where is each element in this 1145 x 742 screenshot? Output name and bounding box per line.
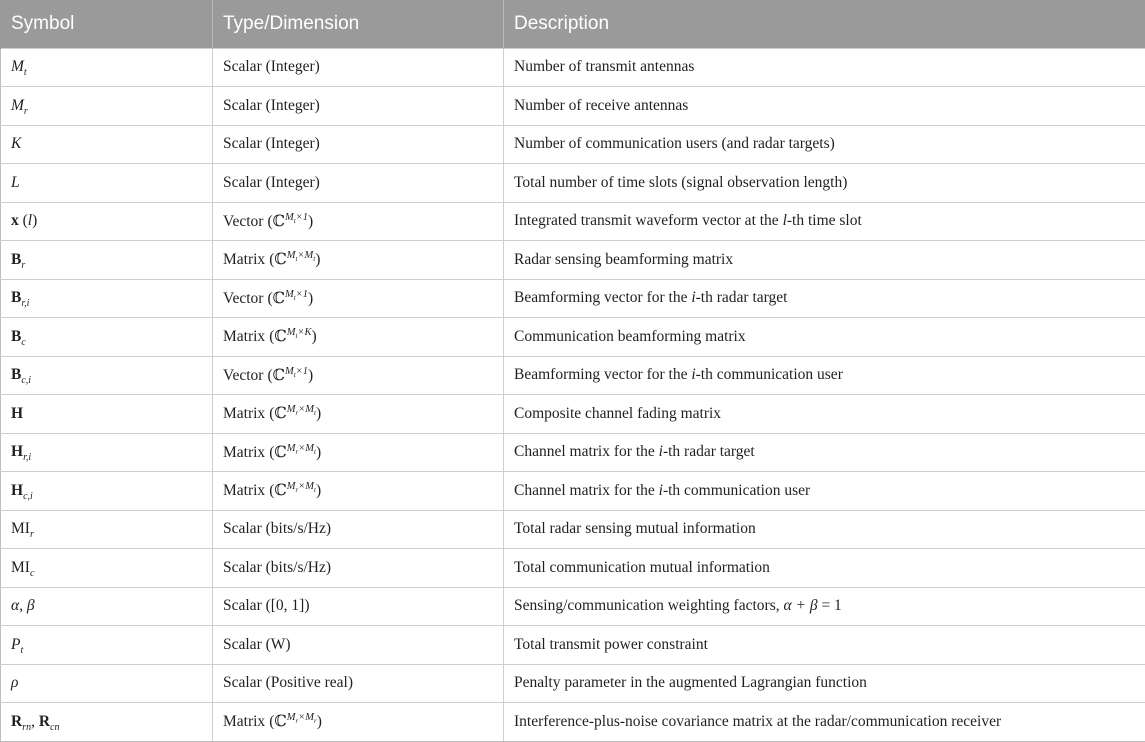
description-cell: Number of receive antennas — [504, 87, 1145, 126]
symbol-base: B — [11, 328, 21, 345]
type-label: Scalar — [223, 559, 262, 576]
type-cell — [213, 87, 504, 126]
table-row — [1, 395, 1145, 434]
symbol-base: x — [11, 212, 19, 229]
symbol-cell — [1, 279, 213, 318]
type-label: Scalar — [223, 135, 262, 152]
type-label: Scalar — [223, 174, 262, 191]
symbol-cell — [1, 664, 213, 703]
symbol-base: H — [11, 443, 23, 460]
type-cell — [213, 395, 504, 434]
symbol-cell — [1, 510, 213, 549]
type-label: Scalar — [223, 97, 262, 114]
symbol-cell — [1, 549, 213, 588]
type-cell — [213, 318, 504, 357]
symbol-base: M — [11, 97, 24, 114]
type-cell — [213, 241, 504, 280]
description-cell: Number of transmit antennas — [504, 48, 1145, 87]
symbol-cell — [1, 125, 213, 164]
math-inline: i — [691, 289, 695, 306]
description-cell: Total number of time slots (signal observation length) — [504, 164, 1145, 203]
type-detail: (W) — [262, 636, 291, 653]
type-detail: (Integer) — [262, 97, 320, 114]
type-cell — [213, 472, 504, 511]
type-detail: (Integer) — [262, 135, 320, 152]
table-header — [1, 0, 1145, 48]
type-label: Matrix — [223, 405, 265, 422]
symbol-cell — [1, 87, 213, 126]
symbol-cell — [1, 164, 213, 203]
type-detail: (Integer) — [262, 174, 320, 191]
symbol-subscript: t — [20, 645, 23, 656]
table-row — [1, 549, 1145, 588]
type-dimension: (ℂ$^{M_t\times 1}$) — [267, 367, 313, 384]
math-inline: i — [691, 366, 695, 383]
symbol-cell: x (l) — [1, 202, 213, 241]
type-dimension: (ℂ$^{M_t\times M_t}$) — [269, 251, 320, 268]
math-inline: α + β — [783, 597, 817, 614]
table-row — [1, 318, 1145, 357]
type-label: Matrix — [223, 328, 265, 345]
header-symbol: Symbol — [1, 0, 213, 48]
description-cell: Channel matrix for the i-th radar target — [504, 433, 1145, 472]
description-cell: Radar sensing beamforming matrix — [504, 241, 1145, 280]
symbol-subscript: c,i — [21, 375, 31, 386]
symbol-subscript: c — [21, 337, 25, 348]
type-cell — [213, 164, 504, 203]
type-detail: (bits/s/Hz) — [262, 520, 331, 537]
math-inline: i — [659, 482, 663, 499]
table-row — [1, 356, 1145, 395]
type-cell — [213, 48, 504, 87]
description-cell: Communication beamforming matrix — [504, 318, 1145, 357]
table-row — [1, 125, 1145, 164]
symbol-base: R — [39, 713, 50, 730]
type-dimension: (ℂ$^{M_r\times M_t}$) — [269, 482, 321, 499]
table-row — [1, 703, 1145, 742]
dimension-superscript: Mr×Mr — [287, 712, 317, 723]
type-cell — [213, 549, 504, 588]
header-type-dimension: Type/Dimension — [213, 0, 504, 48]
dimension-superscript: Mt×1 — [285, 289, 308, 300]
symbol-subscript: r,i — [21, 298, 29, 309]
type-cell — [213, 356, 504, 395]
description-cell: Number of communication users (and radar targets) — [504, 125, 1145, 164]
symbol-base: P — [11, 636, 20, 653]
description-cell: Beamforming vector for the i-th radar target — [504, 279, 1145, 318]
symbol-cell — [1, 395, 213, 434]
symbol-subscript: r — [24, 106, 28, 117]
type-label: Scalar — [223, 674, 262, 691]
description-cell: Channel matrix for the i-th communication user — [504, 472, 1145, 511]
type-cell — [213, 664, 504, 703]
type-dimension: (ℂ$^{M_t\times 1}$) — [267, 213, 313, 230]
symbol-base: α, β — [11, 597, 35, 614]
type-detail: (Integer) — [262, 58, 320, 75]
symbol-cell — [1, 356, 213, 395]
type-label: Scalar — [223, 520, 262, 537]
table-row — [1, 164, 1145, 203]
type-cell — [213, 626, 504, 665]
dimension-superscript: Mr×Mt — [287, 481, 316, 492]
table-row — [1, 87, 1145, 126]
symbol-subscript: c — [30, 568, 34, 579]
type-dimension: (ℂ$^{M_r\times M_r}$) — [269, 713, 322, 730]
type-cell — [213, 510, 504, 549]
type-label: Matrix — [223, 444, 265, 461]
symbol-cell — [1, 472, 213, 511]
type-label: Matrix — [223, 713, 265, 730]
description-cell: Total communication mutual information — [504, 549, 1145, 588]
type-label: Vector — [223, 213, 263, 230]
symbol-cell — [1, 241, 213, 280]
symbol-base: B — [11, 251, 21, 268]
type-dimension: (ℂ$^{M_r\times M_t}$) — [269, 444, 321, 461]
symbol-arg: l — [28, 212, 32, 229]
dimension-superscript: Mt×1 — [285, 366, 308, 377]
symbol-base: R — [11, 713, 22, 730]
type-cell — [213, 202, 504, 241]
table-row — [1, 472, 1145, 511]
type-dimension: (ℂ$^{M_t\times K}$) — [269, 328, 316, 345]
symbol-base: M — [11, 58, 24, 75]
type-cell — [213, 125, 504, 164]
table-row — [1, 587, 1145, 626]
table-row — [1, 241, 1145, 280]
table-row — [1, 433, 1145, 472]
math-inline: l — [783, 212, 787, 229]
description-cell: Sensing/communication weighting factors, α + β = 1 — [504, 587, 1145, 626]
symbol-cell — [1, 48, 213, 87]
type-cell — [213, 433, 504, 472]
dimension-superscript: Mt×K — [287, 327, 312, 338]
dimension-superscript: Mt×Mt — [287, 250, 316, 261]
type-cell — [213, 279, 504, 318]
symbol-base: MI — [11, 520, 30, 537]
type-detail: (bits/s/Hz) — [262, 559, 331, 576]
symbol-base: B — [11, 289, 21, 306]
type-cell — [213, 587, 504, 626]
dimension-superscript: Mr×Mt — [287, 404, 316, 415]
symbol-base: B — [11, 366, 21, 383]
symbol-subscript: cn — [50, 722, 59, 733]
table-row — [1, 202, 1145, 241]
symbol-subscript: r,i — [23, 452, 31, 463]
type-label: Matrix — [223, 251, 265, 268]
type-label: Vector — [223, 367, 263, 384]
table-row — [1, 664, 1145, 703]
dimension-superscript: Mt×1 — [285, 212, 308, 223]
type-label: Scalar — [223, 636, 262, 653]
type-dimension: (ℂ$^{M_r\times M_t}$) — [269, 405, 321, 422]
description-cell: Composite channel fading matrix — [504, 395, 1145, 434]
symbol-base: ρ — [11, 674, 18, 691]
description-cell: Total radar sensing mutual information — [504, 510, 1145, 549]
description-cell: Penalty parameter in the augmented Lagrangian function — [504, 664, 1145, 703]
symbol-base: MI — [11, 559, 30, 576]
symbol-cell: $R_{rn}$, $R_{cn}$ — [1, 703, 213, 742]
symbol-subscript: rn — [22, 722, 31, 733]
table-row — [1, 48, 1145, 87]
table-row — [1, 626, 1145, 665]
type-label: Matrix — [223, 482, 265, 499]
type-label: Scalar — [223, 597, 262, 614]
description-cell: Beamforming vector for the i-th communication user — [504, 356, 1145, 395]
symbol-base: H — [11, 405, 23, 422]
type-detail: (Positive real) — [262, 674, 353, 691]
type-detail: ([0, 1]) — [262, 597, 310, 614]
symbol-cell — [1, 318, 213, 357]
type-label: Vector — [223, 290, 263, 307]
symbol-base: L — [11, 174, 20, 191]
symbol-subscript: t — [24, 67, 27, 78]
table-row — [1, 510, 1145, 549]
symbol-subscript: r — [21, 260, 25, 271]
symbol-base: H — [11, 482, 23, 499]
symbol-base: K — [11, 135, 21, 152]
description-cell: Integrated transmit waveform vector at the l-th time slot — [504, 202, 1145, 241]
symbol-cell — [1, 626, 213, 665]
type-label: Scalar — [223, 58, 262, 75]
type-dimension: (ℂ$^{M_t\times 1}$) — [267, 290, 313, 307]
symbol-cell — [1, 587, 213, 626]
description-cell: Interference-plus-noise covariance matrix at the radar/communication receiver — [504, 703, 1145, 742]
symbol-subscript: c,i — [23, 491, 33, 502]
table-row — [1, 279, 1145, 318]
math-inline: i — [659, 443, 663, 460]
type-cell — [213, 703, 504, 742]
symbol-subscript: r — [30, 529, 34, 540]
dimension-superscript: Mr×Mt — [287, 443, 316, 454]
table-body — [1, 48, 1145, 741]
header-description: Description — [504, 0, 1145, 48]
symbol-cell — [1, 433, 213, 472]
description-cell: Total transmit power constraint — [504, 626, 1145, 665]
